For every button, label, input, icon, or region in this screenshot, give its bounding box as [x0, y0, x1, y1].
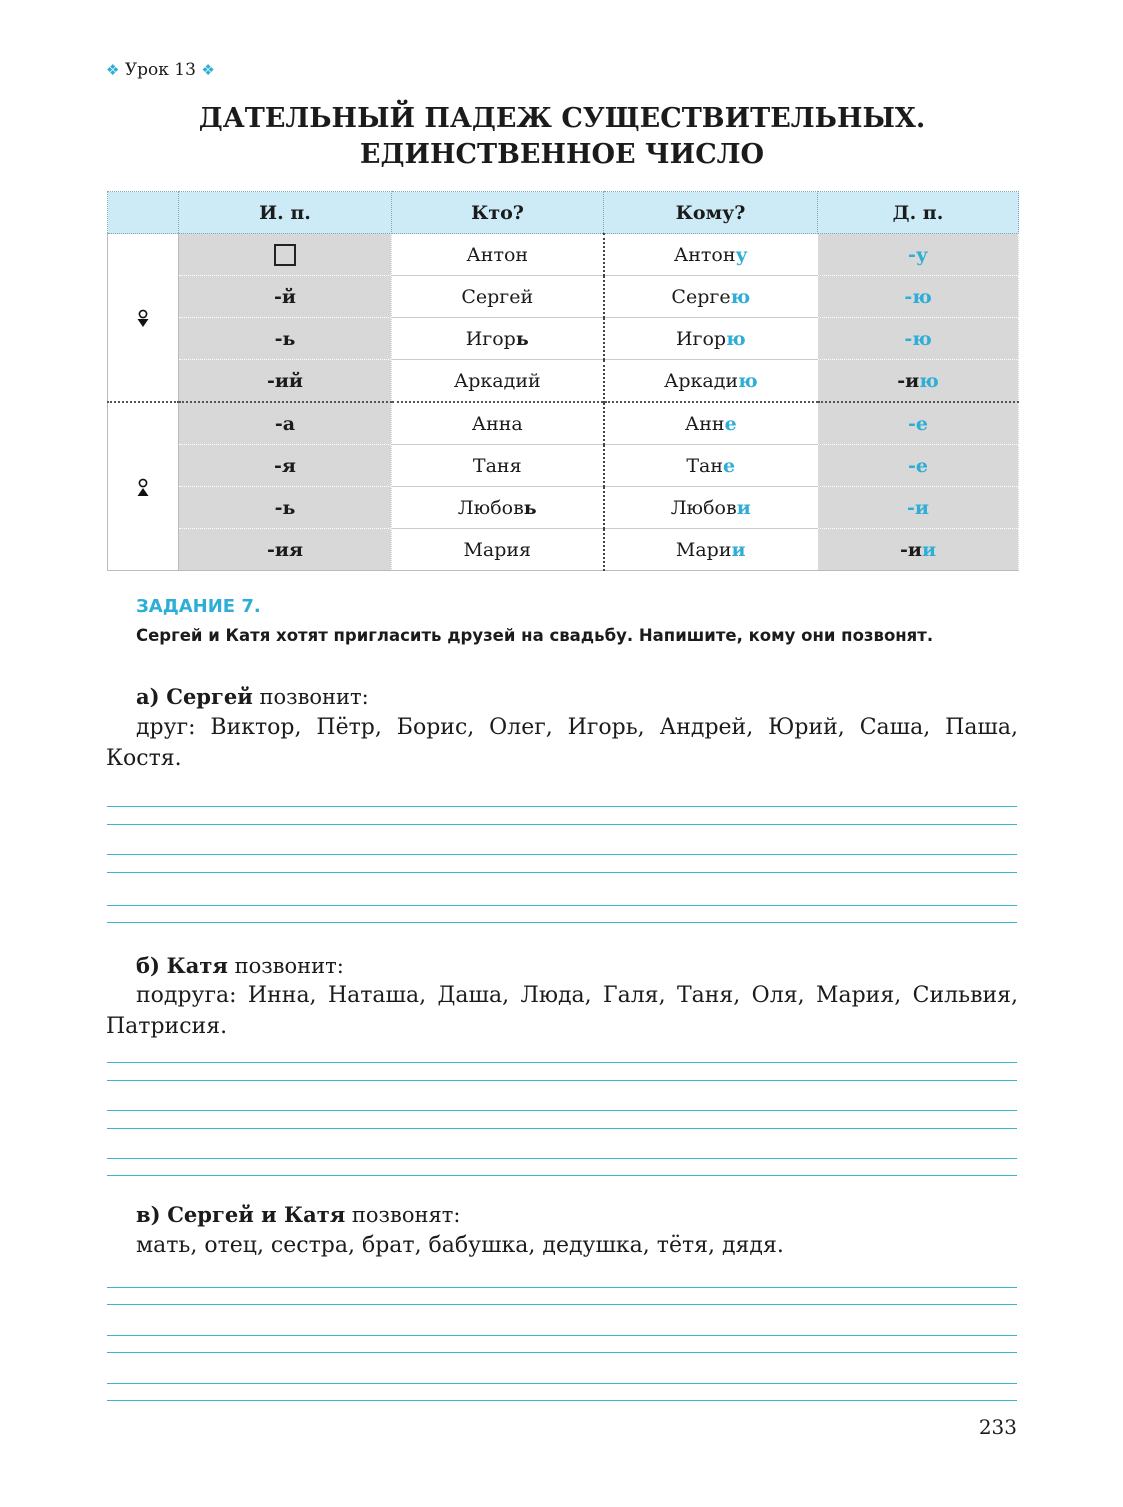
part-a-heading: а) Сергей позвонит:: [136, 684, 369, 709]
dative-ending-cell: -и: [818, 487, 1019, 529]
page-title-line-2: ЕДИНСТВЕННОЕ ЧИСЛО: [359, 139, 765, 170]
writing-line[interactable]: [107, 1352, 1017, 1353]
writing-line[interactable]: [107, 806, 1017, 807]
dative-ending-cell: -ии: [818, 529, 1019, 571]
ending-cell: -ь: [179, 487, 392, 529]
declension-table: [107, 191, 1019, 571]
who-cell: Таня: [392, 445, 604, 487]
whom-cell: Марии: [604, 529, 818, 571]
writing-line[interactable]: [107, 1383, 1017, 1384]
empty-ending-square-icon: [274, 244, 296, 266]
header-gender: [108, 192, 179, 234]
writing-line[interactable]: [107, 1304, 1017, 1305]
lesson-label: Урок 13: [124, 60, 196, 80]
dative-ending-cell: -ию: [818, 360, 1019, 403]
ending-cell: -а: [179, 402, 392, 445]
who-cell: Любовь: [392, 487, 604, 529]
table-row: [108, 276, 1019, 318]
whom-cell: Антону: [604, 234, 818, 276]
who-cell: Антон: [392, 234, 604, 276]
page-number: 233: [978, 1415, 1017, 1439]
writing-line[interactable]: [107, 824, 1017, 825]
lesson-header: [106, 60, 215, 80]
writing-line[interactable]: [107, 1287, 1017, 1288]
table-row: [108, 487, 1019, 529]
header-dative: Д. п.: [818, 192, 1019, 234]
ending-cell: -я: [179, 445, 392, 487]
table-row: [108, 360, 1019, 403]
task-title: ЗАДАНИЕ 7.: [136, 596, 261, 617]
page-title-line-1: ДАТЕЛЬНЫЙ ПАДЕЖ СУЩЕСТВИТЕЛЬНЫХ.: [198, 103, 926, 134]
header-whom: Кому?: [604, 192, 818, 234]
writing-line[interactable]: [107, 872, 1017, 873]
ending-cell: [179, 234, 392, 276]
writing-line[interactable]: [107, 1080, 1017, 1081]
table-row: [108, 234, 1019, 276]
ending-cell: -й: [179, 276, 392, 318]
who-cell: Аркадий: [392, 360, 604, 403]
ending-cell: -ь: [179, 318, 392, 360]
table-header-row: [108, 192, 1019, 234]
writing-line[interactable]: [107, 1158, 1017, 1159]
header-nominative: И. п.: [179, 192, 392, 234]
dative-ending-cell: -у: [818, 234, 1019, 276]
table-row: [108, 318, 1019, 360]
female-symbol-icon: [136, 478, 150, 498]
writing-line[interactable]: [107, 1400, 1017, 1401]
writing-line[interactable]: [107, 905, 1017, 906]
dative-ending-cell: -ю: [818, 276, 1019, 318]
whom-cell: Сергею: [604, 276, 818, 318]
part-c-heading: в) Сергей и Катя позвонят:: [136, 1202, 461, 1227]
writing-line[interactable]: [107, 854, 1017, 855]
whom-cell: Аркадию: [604, 360, 818, 403]
whom-cell: Тане: [604, 445, 818, 487]
table-row: [108, 529, 1019, 571]
diamond-bullet-icon: ❖: [201, 61, 215, 79]
who-cell: Мария: [392, 529, 604, 571]
table-row: [108, 445, 1019, 487]
ending-cell: -ия: [179, 529, 392, 571]
masculine-gender-cell: [108, 234, 179, 403]
ending-cell: -ий: [179, 360, 392, 403]
dative-ending-cell: -е: [818, 402, 1019, 445]
whom-cell: Игорю: [604, 318, 818, 360]
dative-ending-cell: -ю: [818, 318, 1019, 360]
table-row: [108, 402, 1019, 445]
part-b-word-list: подруга: Инна, Наташа, Даша, Люда, Галя, Таня, Оля, Мария, Сильвия, Патрисия.: [106, 983, 1018, 1039]
who-cell: Сергей: [392, 276, 604, 318]
task-instruction: Сергей и Катя хотят пригласить друзей на свадьбу. Напишите, кому они позвонят.: [136, 626, 934, 645]
writing-line[interactable]: [107, 1062, 1017, 1063]
writing-line[interactable]: [107, 1175, 1017, 1176]
part-a-word-list: друг: Виктор, Пётр, Борис, Олег, Игорь, Андрей, Юрий, Саша, Паша, Костя.: [106, 715, 1018, 771]
header-who: Кто?: [392, 192, 604, 234]
male-symbol-icon: [136, 309, 150, 329]
feminine-gender-cell: [108, 402, 179, 571]
whom-cell: Анне: [604, 402, 818, 445]
part-b-heading: б) Катя позвонит:: [136, 953, 344, 978]
writing-line[interactable]: [107, 1128, 1017, 1129]
writing-line[interactable]: [107, 1110, 1017, 1111]
writing-line[interactable]: [107, 1335, 1017, 1336]
dative-ending-cell: -е: [818, 445, 1019, 487]
who-cell: Анна: [392, 402, 604, 445]
diamond-bullet-icon: ❖: [106, 61, 120, 79]
whom-cell: Любови: [604, 487, 818, 529]
who-cell: Игорь: [392, 318, 604, 360]
writing-line[interactable]: [107, 922, 1017, 923]
part-c-word-list: мать, отец, сестра, брат, бабушка, дедушка, тётя, дядя.: [136, 1233, 784, 1258]
